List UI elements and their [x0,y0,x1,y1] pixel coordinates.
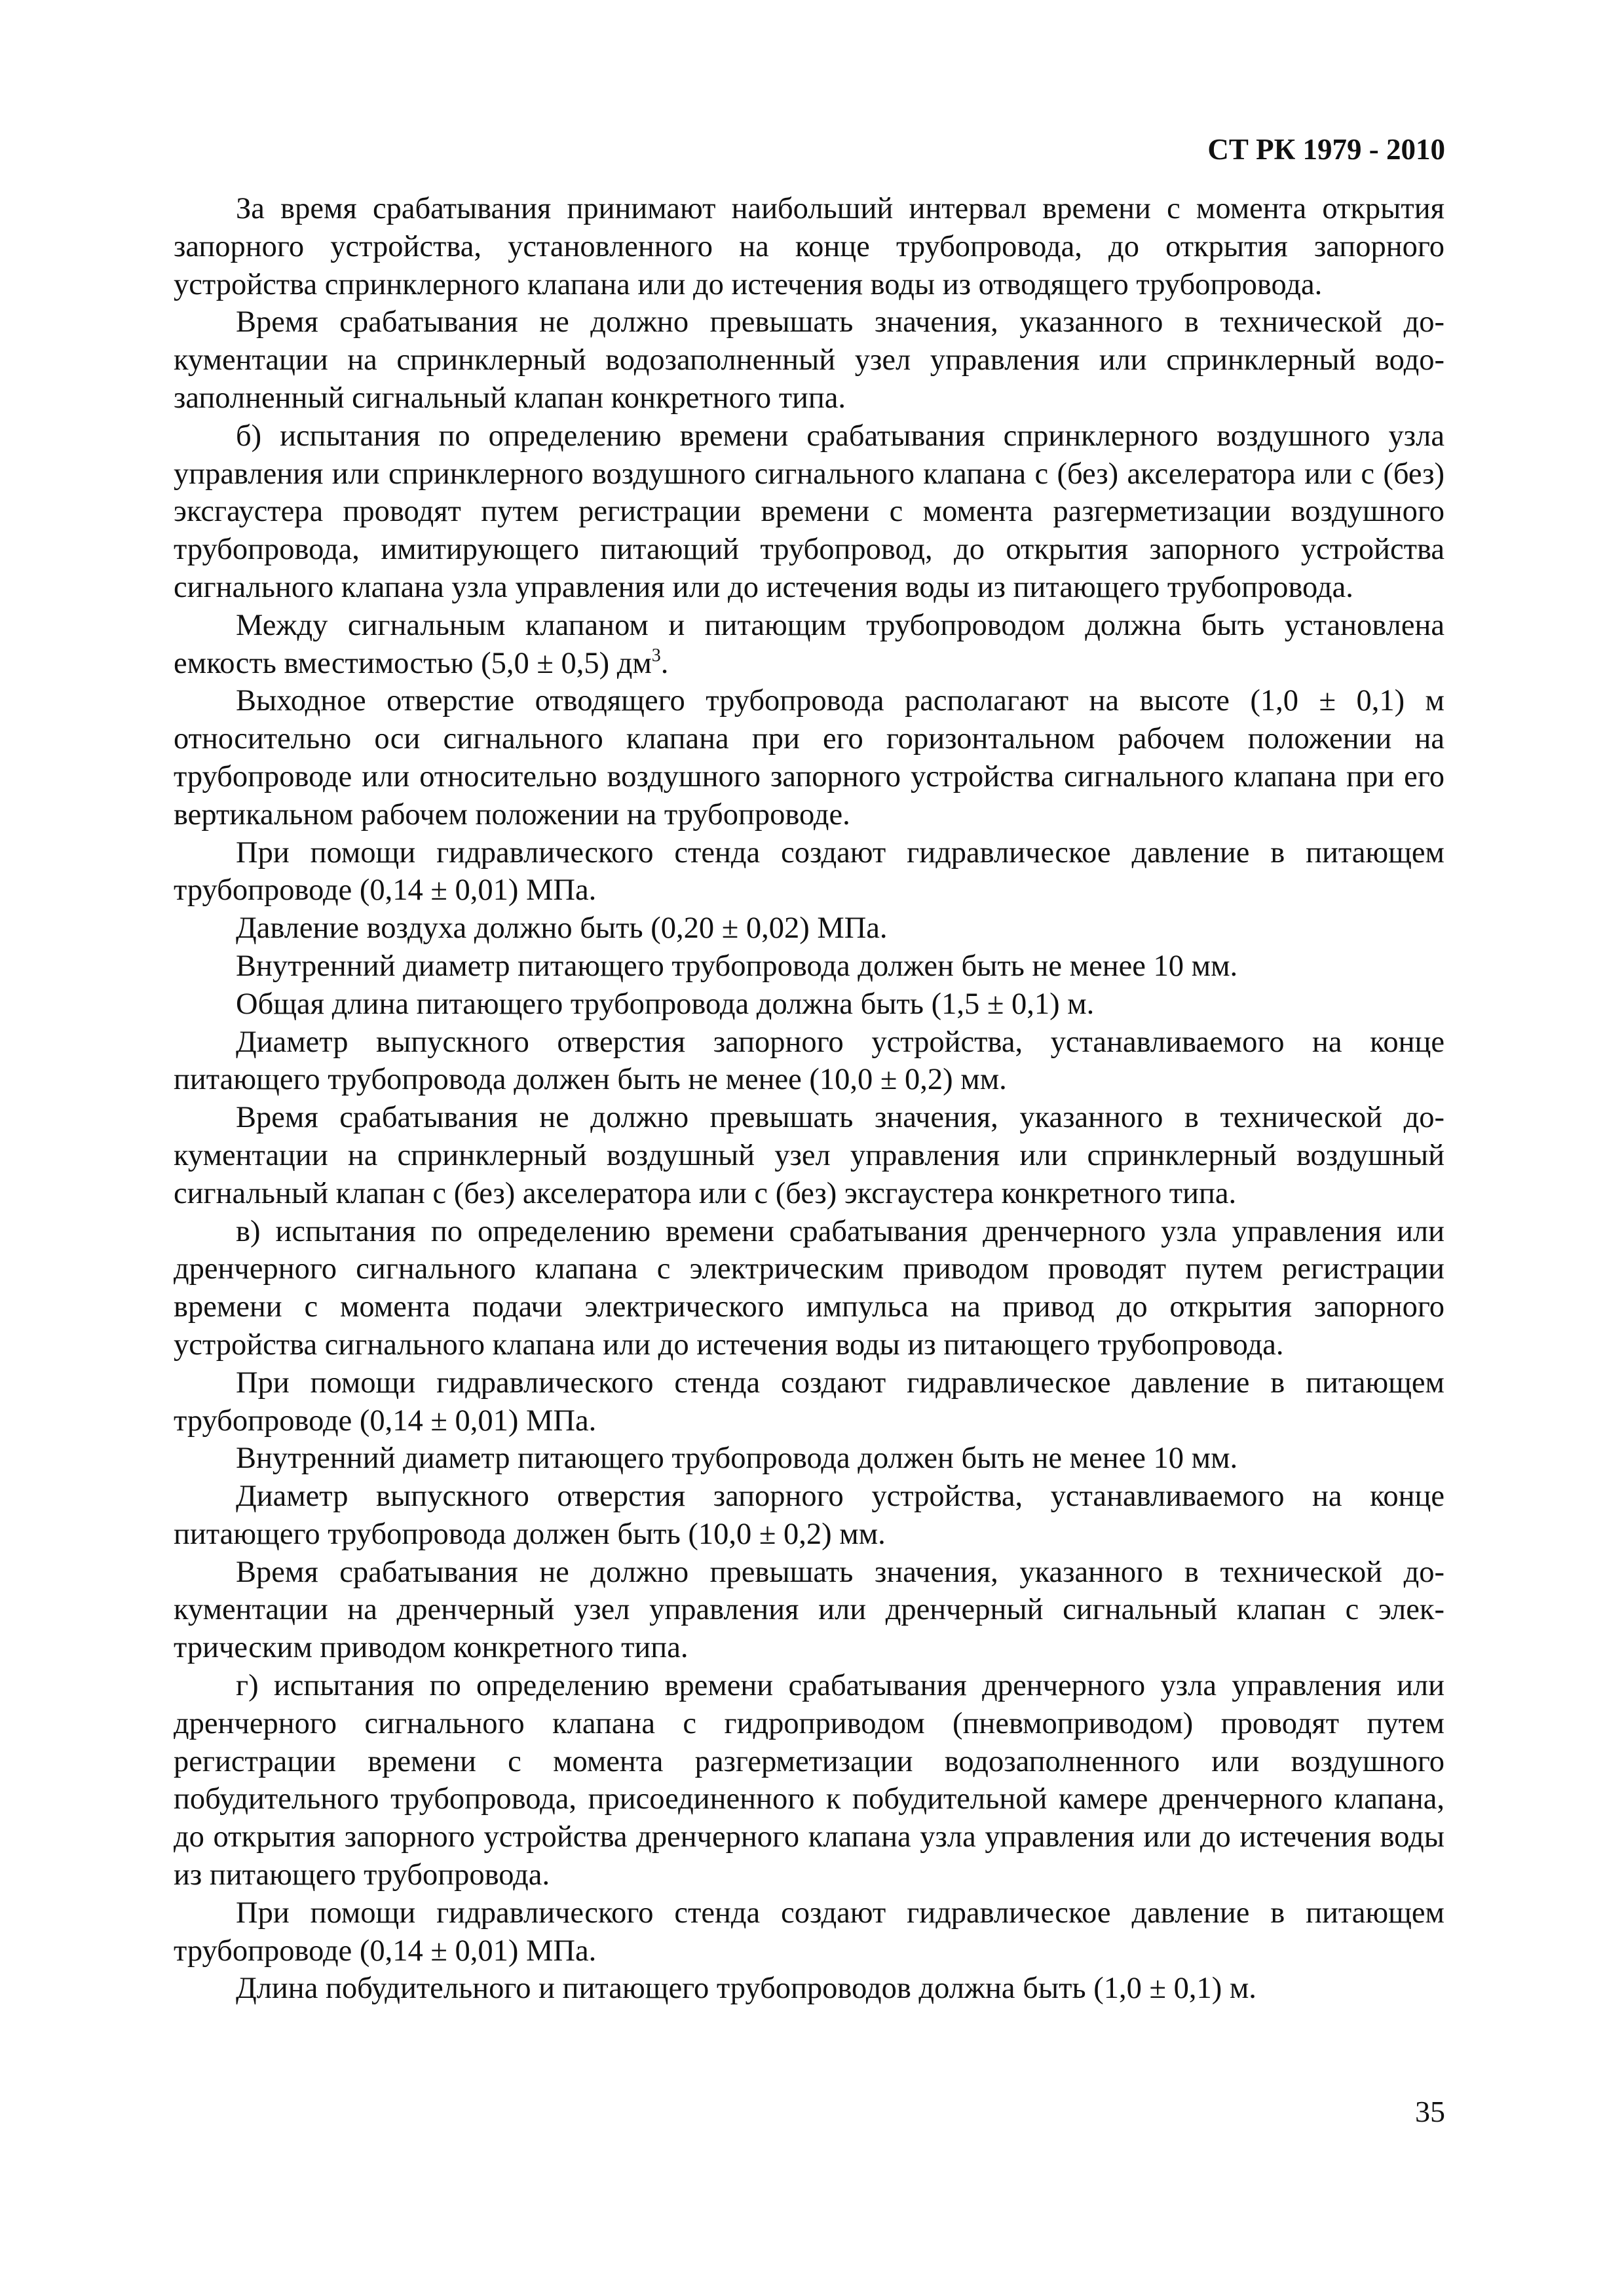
paragraph-pipe-length: Длина побудительного и питающего трубопроводов должна быть (1,0 ± 0,1) м. [236,1972,1256,2006]
document-body [174,190,1445,2008]
paragraph-outlet-diameter-2: Диаметр выпускного отверстия запорного устройства, устанавливаемого на конце питающего трубопровода должен быть (10,0 ± 0,2) мм. [174,1480,1445,1551]
paragraph-test-b: б) испытания по определению времени срабатывания спринклерного воздушного узла управления или спринклерного воздушного сигнального клапана с (без) акселератора или с (без) эксгаустера проводят путем регистрации времени с момента разгерметизации воздушного трубопровода, имитирующего питающий трубопровод, до открытия запорного устройства сигнального клапана узла управления или до истечения воды из питающего трубопровода. [174,419,1445,604]
paragraph-inner-diameter-2: Внутренний диаметр питающего трубопровода должен быть не менее 10 мм. [236,1442,1238,1476]
paragraph-hydraulic-pressure-1: При помощи гидравлического стенда создают гидравлическое давление в питающем трубопроводе (0,14 ± 0,01) МПа. [174,835,1445,908]
paragraph-response-time-limit-air: Время срабатывания не должно превышать значения, указанного в технической документации на спринклерный воздушный узел управления или спринклерный воздушный сигнальный клапан с (без) акселератора или с (без) эксгаустера конкретного типа. [174,1101,1445,1210]
document-code: СТ РК 1979 - 2010 [1207,133,1445,166]
capacity-text: Между сигнальным клапаном и питающим трубопроводом должна быть установлена емкость вместимостью (5,0 ± 0,5) дм [174,608,1445,680]
paragraph-response-time-definition: За время срабатывания принимают наибольший интервал времени с момента открытия запорного устройства, установленного на конце трубопровода, до открытия запорного устройства спринклерного клапана или до истечения воды из отводящего трубопровода. [174,192,1445,301]
paragraph-outlet-height: Выходное отверстие отводящего трубопровода располагают на высоте (1,0 ± 0,1) м относительно оси сигнального клапана при его горизонтальном рабочем положении на трубопроводе или относительно воздушного запорного устройства сигнального клапана при его вертикальном рабочем положении на трубопроводе. [174,684,1445,832]
paragraph-hydraulic-pressure-2: При помощи гидравлического стенда создают гидравлическое давление в питающем трубопроводе (0,14 ± 0,01) МПа. [174,1366,1445,1438]
paragraph-test-g: г) испытания по определению времени срабатывания дренчерного узла управления или дренчерного сигнального клапана с гидроприводом (пневмоприводом) проводят путем регистрации времени с момента разгерметизации водозаполненного или воздушного побудительного трубопровода, присоединенного к побудительной камере дренчерного клапана, до открытия запорного устройства дренчерного клапана узла управления или до истечения воды из питающего трубопровода. [174,1669,1445,1892]
paragraph-response-time-limit-water: Время срабатывания не должно превышать значения, указанного в технической документации на спринклерный водозаполненный узел управления или спринклерный водозаполненный сигнальный клапан конкретного типа. [174,305,1445,415]
page-number: 35 [1415,2095,1445,2128]
paragraph-inner-diameter-1: Внутренний диаметр питающего трубопровода должен быть не менее 10 мм. [236,949,1238,983]
paragraph-air-pressure: Давление воздуха должно быть (0,20 ± 0,02) МПа. [236,911,888,946]
capacity-suffix: . [660,646,669,680]
capacity-superscript: 3 [651,645,661,666]
paragraph-outlet-diameter-1: Диаметр выпускного отверстия запорного устройства, устанавливаемого на конце питающего трубопровода должен быть не менее (10,0 ± 0,2) мм. [174,1025,1445,1097]
paragraph-test-v: в) испытания по определению времени срабатывания дренчерного узла управления или дренчерного сигнального клапана с электрическим приводом проводят путем регистрации времени с момента подачи электрического импульса на привод до открытия запорного устройства сигнального клапана или до истечения воды из питающего трубопровода. [174,1214,1445,1362]
paragraph-total-length: Общая длина питающего трубопровода должна быть (1,5 ± 0,1) м. [236,987,1095,1021]
paragraph-hydraulic-pressure-3: При помощи гидравлического стенда создают гидравлическое давление в питающем трубопроводе (0,14 ± 0,01) МПа. [174,1896,1445,1968]
paragraph-capacity [174,607,1445,683]
paragraph-response-time-limit-deluge: Время срабатывания не должно превышать значения, указанного в технической документации на дренчерный узел управления или дренчерный сигнальный клапан с электрическим приводом конкретного типа. [174,1555,1445,1665]
